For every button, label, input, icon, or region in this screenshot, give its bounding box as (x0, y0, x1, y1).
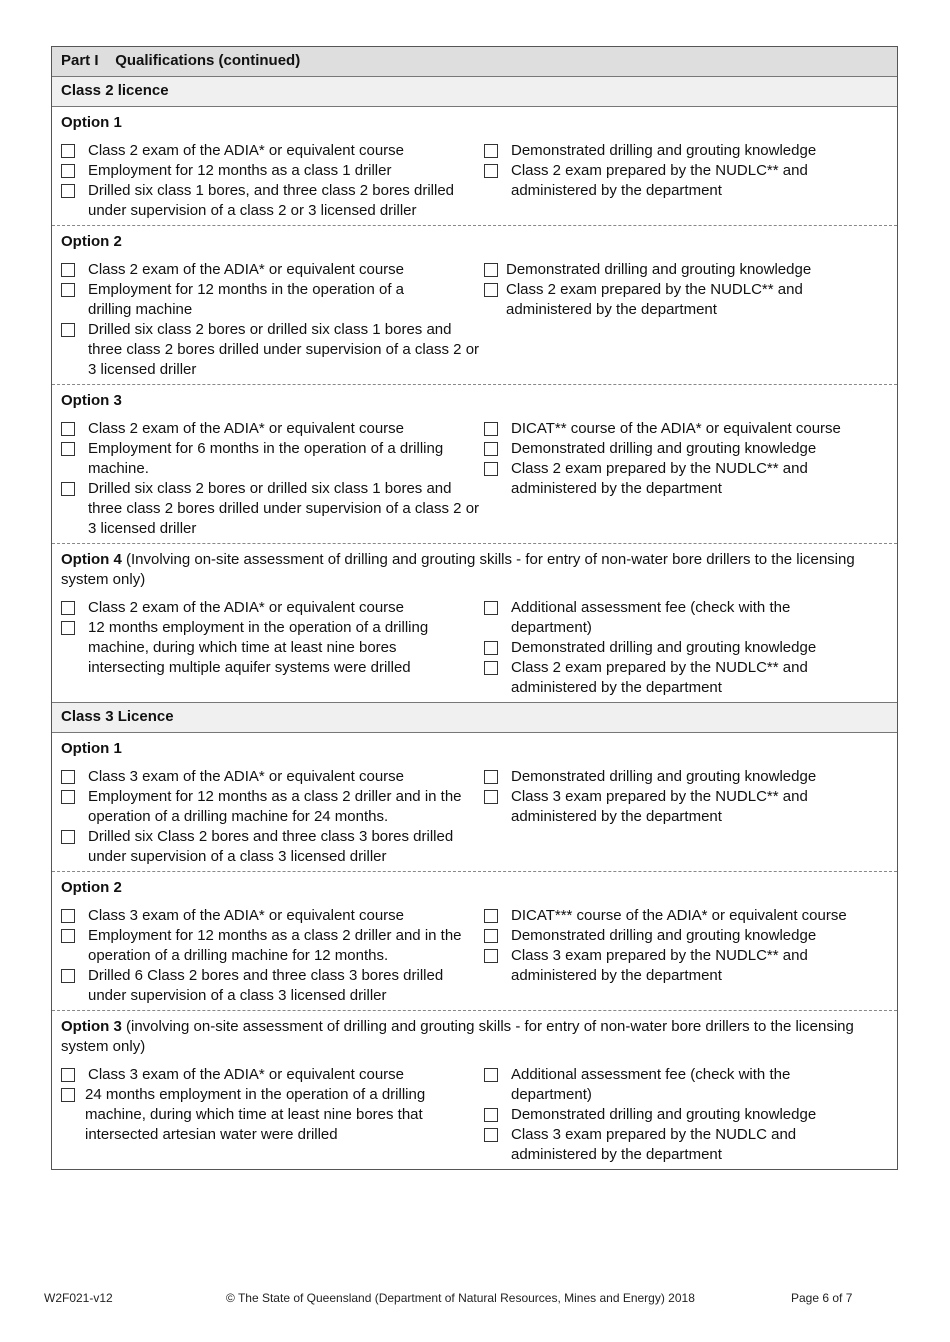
part-label: Part I (61, 52, 99, 69)
checkbox[interactable] (61, 422, 75, 436)
option-note: (Involving on-site assessment of drilling and grouting skills - for entry of non-water bore drillers to the licensing system only) (61, 551, 855, 588)
checkbox-label: Class 3 exam prepared by the NUDLC** and administered by the department (510, 947, 808, 984)
checkbox-item[interactable] (484, 787, 888, 827)
checkbox-item[interactable] (484, 280, 888, 320)
qualifications-form (51, 46, 898, 1170)
checkbox-item[interactable] (484, 658, 888, 698)
checkbox-label: Demonstrated drilling and grouting knowledge (505, 261, 812, 278)
checkbox-item[interactable] (61, 479, 484, 539)
option-title-label: Option 3 (61, 1018, 122, 1035)
checkbox-label: Class 2 exam prepared by the NUDLC** and administered by the department (510, 659, 808, 696)
checkbox-label: Additional assessment fee (check with the department) (510, 599, 791, 636)
option-title (61, 550, 888, 590)
checkbox-item[interactable] (484, 946, 888, 986)
checkbox-item[interactable] (484, 419, 888, 439)
checkbox-item[interactable] (61, 906, 484, 926)
checkbox-item[interactable] (61, 1085, 484, 1145)
page-number: Page 6 of 7 (791, 1291, 853, 1305)
option-title: Option 2 (61, 879, 122, 896)
checkbox-item[interactable] (61, 320, 484, 380)
option-title: Option 1 (61, 740, 122, 757)
checkbox[interactable] (484, 1108, 498, 1122)
checkbox[interactable] (61, 601, 75, 615)
checkbox[interactable] (484, 790, 498, 804)
checkbox-label: DICAT*** course of the ADIA* or equivalent course (510, 907, 847, 924)
checkbox[interactable] (484, 661, 498, 675)
checkbox-label: Additional assessment fee (check with the department) (510, 1066, 791, 1103)
class2-header: Class 2 licence (52, 77, 897, 107)
checkbox-label: Employment for 12 months as a class 2 driller and in the operation of a drilling machine for 24 months. (88, 788, 462, 825)
checkbox-label: 24 months employment in the operation of a drilling machine, during which time at least nine bores that intersected artesian water were drilled (85, 1086, 426, 1143)
checkbox[interactable] (61, 1068, 75, 1082)
checkbox-label: Drilled 6 Class 2 bores and three class 3 bores drilled under supervision of a class 3 licensed driller (88, 967, 444, 1004)
checkbox[interactable] (484, 949, 498, 963)
class3-header: Class 3 Licence (52, 703, 897, 733)
checkbox[interactable] (484, 164, 498, 178)
checkbox-item[interactable] (484, 638, 888, 658)
checkbox[interactable] (484, 442, 498, 456)
checkbox[interactable] (61, 1088, 75, 1102)
page-footer (0, 1291, 950, 1307)
checkbox[interactable] (61, 184, 75, 198)
checkbox-label: Class 2 exam prepared by the NUDLC** and administered by the department (510, 460, 808, 497)
checkbox-item[interactable] (61, 141, 484, 161)
checkbox-item[interactable] (484, 141, 888, 161)
checkbox-item[interactable] (61, 181, 484, 221)
checkbox-item[interactable] (61, 926, 484, 966)
option-title: Option 2 (61, 233, 122, 250)
checkbox[interactable] (484, 422, 498, 436)
checkbox[interactable] (61, 929, 75, 943)
checkbox-item[interactable] (484, 161, 888, 201)
checkbox[interactable] (61, 482, 75, 496)
copyright-notice: © The State of Queensland (Department of Natural Resources, Mines and Energy) 2018 (226, 1291, 695, 1305)
checkbox-label: Class 2 exam prepared by the NUDLC** and administered by the department (510, 162, 808, 199)
checkbox[interactable] (61, 909, 75, 923)
checkbox[interactable] (484, 929, 498, 943)
checkbox-label: Drilled six class 1 bores, and three class 2 bores drilled under supervision of a class 2 or 3 licensed driller (88, 182, 454, 219)
checkbox[interactable] (484, 770, 498, 784)
checkbox-label: Employment for 12 months as a class 2 driller and in the operation of a drilling machine for 12 months. (88, 927, 462, 964)
checkbox-label: DICAT** course of the ADIA* or equivalent course (510, 420, 841, 437)
checkbox[interactable] (61, 830, 75, 844)
checkbox[interactable] (484, 1068, 498, 1082)
checkbox-label: Demonstrated drilling and grouting knowledge (510, 768, 817, 785)
checkbox-item[interactable] (61, 767, 484, 787)
option-title: Option 3 (61, 392, 122, 409)
checkbox[interactable] (61, 790, 75, 804)
checkbox-item[interactable] (484, 1105, 888, 1125)
class3-option-1 (52, 733, 897, 872)
checkbox[interactable] (61, 263, 75, 277)
checkbox[interactable] (61, 770, 75, 784)
class2-option-2 (52, 226, 897, 385)
checkbox-item[interactable] (61, 161, 484, 181)
checkbox-item[interactable] (484, 1065, 888, 1105)
class3-option-3 (52, 1011, 897, 1169)
checkbox-item[interactable] (484, 906, 888, 926)
checkbox[interactable] (484, 462, 498, 476)
checkbox-label: Class 2 exam of the ADIA* or equivalent course (88, 261, 404, 278)
checkbox[interactable] (484, 909, 498, 923)
checkbox[interactable] (61, 144, 75, 158)
checkbox-item[interactable] (61, 598, 484, 618)
class2-option-4 (52, 544, 897, 703)
checkbox-label: Drilled six Class 2 bores and three class 3 bores drilled under supervision of a class 3 licensed driller (88, 828, 454, 865)
checkbox-item[interactable] (484, 459, 888, 499)
checkbox[interactable] (61, 323, 75, 337)
checkbox-label: Demonstrated drilling and grouting knowledge (510, 927, 817, 944)
option-title: Option 1 (61, 114, 122, 131)
checkbox-label: Drilled six class 2 bores or drilled six class 1 bores and three class 2 bores drilled under supervision of a class 2 or 3 licensed driller (88, 321, 480, 378)
checkbox-label: Class 2 exam prepared by the NUDLC** and administered by the department (505, 281, 803, 318)
checkbox-label: Demonstrated drilling and grouting knowledge (510, 639, 817, 656)
checkbox-label: Employment for 6 months in the operation of a drilling machine. (88, 440, 444, 477)
class2-option-1 (52, 107, 897, 226)
checkbox[interactable] (484, 1128, 498, 1142)
checkbox-item[interactable] (61, 827, 484, 867)
checkbox-label: Demonstrated drilling and grouting knowledge (510, 1106, 817, 1123)
checkbox-label: Demonstrated drilling and grouting knowledge (510, 142, 817, 159)
checkbox-item[interactable] (61, 439, 484, 479)
checkbox-item[interactable] (484, 260, 888, 280)
checkbox-label: Class 3 exam of the ADIA* or equivalent course (88, 1066, 404, 1083)
checkbox-item[interactable] (61, 260, 484, 280)
option-note: (involving on-site assessment of drilling and grouting skills - for entry of non-water bore drillers to the licensing system only) (61, 1018, 854, 1055)
checkbox[interactable] (61, 283, 75, 297)
checkbox-item[interactable] (484, 598, 888, 638)
checkbox-item[interactable] (61, 419, 484, 439)
checkbox[interactable] (61, 621, 75, 635)
checkbox-label: 12 months employment in the operation of a drilling machine, during which time at least nine bores intersecting multiple aquifer systems were drilled (88, 619, 429, 676)
checkbox-item[interactable] (61, 280, 484, 320)
checkbox[interactable] (61, 969, 75, 983)
checkbox-item[interactable] (61, 787, 484, 827)
checkbox[interactable] (61, 164, 75, 178)
checkbox-label: Class 3 exam prepared by the NUDLC** and administered by the department (510, 788, 808, 825)
checkbox-label: Employment for 12 months in the operation of a drilling machine (88, 281, 405, 318)
checkbox[interactable] (484, 601, 498, 615)
checkbox[interactable] (484, 263, 498, 277)
checkbox-item[interactable] (61, 966, 484, 1006)
checkbox-item[interactable] (61, 618, 484, 678)
checkbox-item[interactable] (484, 1125, 888, 1165)
checkbox-label: Class 3 exam of the ADIA* or equivalent course (88, 907, 404, 924)
checkbox-label: Class 2 exam of the ADIA* or equivalent course (88, 599, 404, 616)
option-title (61, 1017, 888, 1057)
checkbox-item[interactable] (484, 439, 888, 459)
checkbox-item[interactable] (484, 926, 888, 946)
checkbox-label: Employment for 12 months as a class 1 driller (88, 162, 392, 179)
form-id: W2F021-v12 (44, 1291, 113, 1305)
checkbox-label: Class 3 exam prepared by the NUDLC and administered by the department (510, 1126, 797, 1163)
checkbox-label: Demonstrated drilling and grouting knowledge (510, 440, 817, 457)
checkbox-label: Class 3 exam of the ADIA* or equivalent course (88, 768, 404, 785)
option-title-label: Option 4 (61, 551, 122, 568)
class3-option-2 (52, 872, 897, 1011)
checkbox[interactable] (484, 641, 498, 655)
checkbox[interactable] (484, 283, 498, 297)
checkbox-label: Class 2 exam of the ADIA* or equivalent course (88, 142, 404, 159)
checkbox[interactable] (484, 144, 498, 158)
part-title: Qualifications (continued) (115, 52, 301, 69)
checkbox-item[interactable] (61, 1065, 484, 1085)
checkbox[interactable] (61, 442, 75, 456)
checkbox-item[interactable] (484, 767, 888, 787)
checkbox-label: Class 2 exam of the ADIA* or equivalent course (88, 420, 404, 437)
part-header (52, 47, 897, 77)
checkbox-label: Drilled six class 2 bores or drilled six class 1 bores and three class 2 bores drilled under supervision of a class 2 or 3 licensed driller (88, 480, 480, 537)
class2-option-3 (52, 385, 897, 544)
